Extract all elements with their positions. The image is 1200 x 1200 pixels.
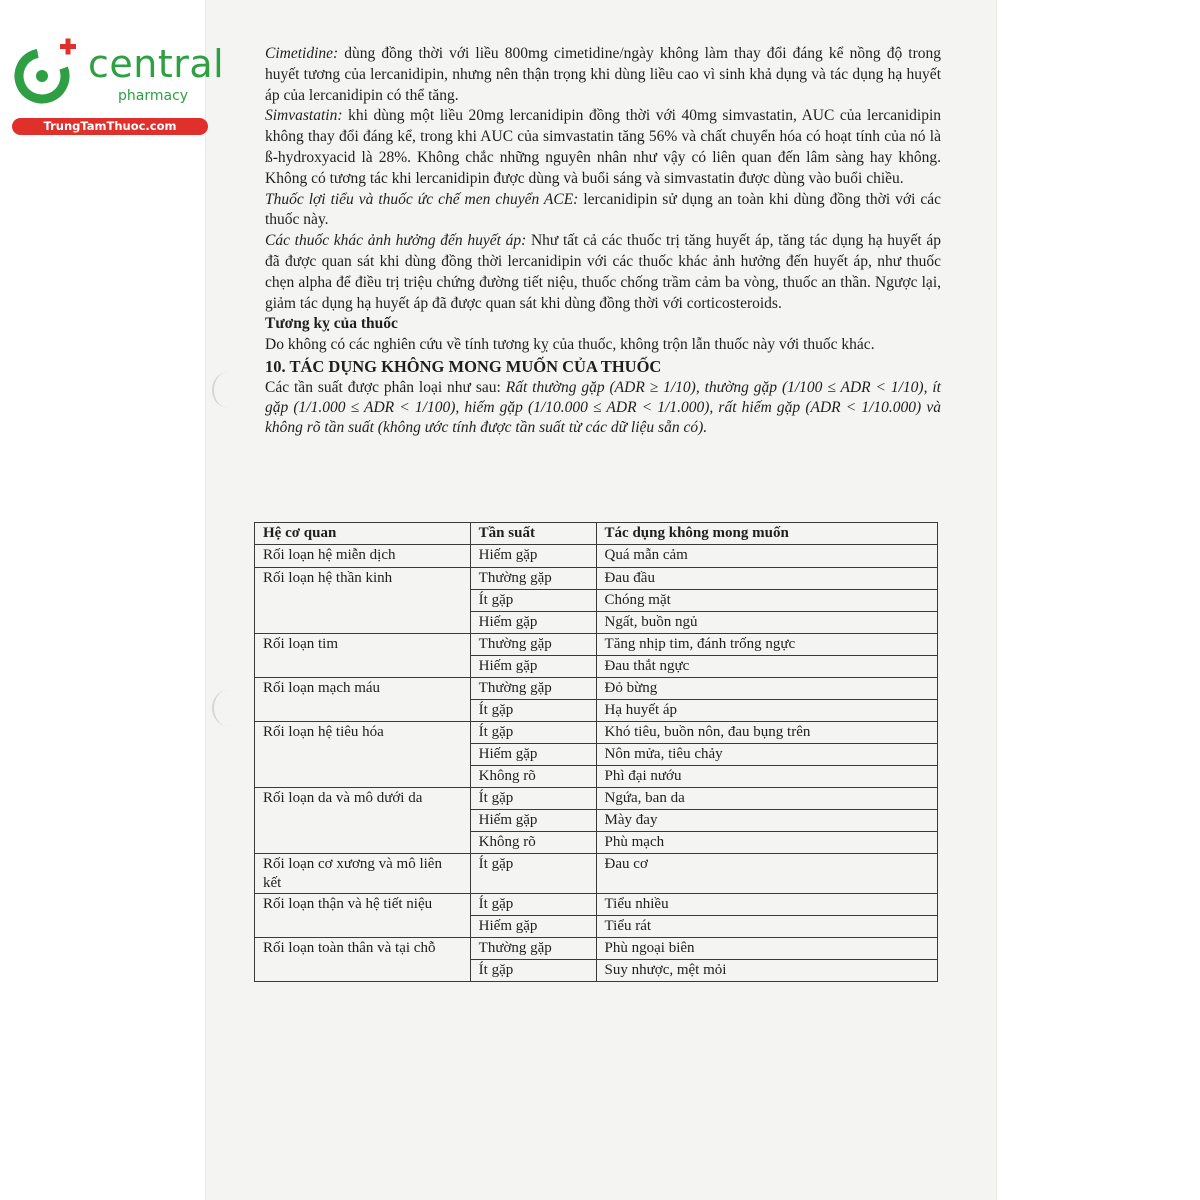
frequency-cell: Thường gặp xyxy=(470,938,596,960)
organ-system-cell: Rối loạn thận và hệ tiết niệu xyxy=(255,894,471,938)
header-frequency: Tần suất xyxy=(470,523,596,545)
adverse-effect-cell: Đỏ bừng xyxy=(596,678,937,700)
adverse-reactions-table xyxy=(254,522,938,982)
table-row xyxy=(255,678,938,700)
interaction-text: Như tất cả các thuốc trị tăng huyết áp, tăng tác dụng hạ huyết áp đã được quan sát khi dùng đồng thời lercanidipin với các thuốc khác ảnh hưởng đến huyết áp, như thuốc chẹn alpha để điều trị triệu chứng đường tiết niệu, thuốc chống trầm cảm ba vòng, thuốc an thần. Ngược lại, giảm tác dụng hạ huyết áp đã được quan sát khi dùng đồng thời với corticosteroids. xyxy=(265,232,941,312)
frequency-cell: Hiếm gặp xyxy=(470,656,596,678)
interaction-paragraph xyxy=(265,231,941,314)
adverse-effect-cell: Suy nhược, mệt mỏi xyxy=(596,960,937,982)
adverse-effect-cell: Mày đay xyxy=(596,810,937,832)
frequency-cell: Hiếm gặp xyxy=(470,916,596,938)
adverse-effect-cell: Chóng mặt xyxy=(596,590,937,612)
organ-system-cell: Rối loạn tim xyxy=(255,634,471,678)
interaction-text: lercanidipin sử dụng an toàn khi dùng đồng thời với các thuốc này. xyxy=(265,190,941,229)
interaction-term: Các thuốc khác ảnh hưởng đến huyết áp: xyxy=(265,232,527,250)
punch-hole-mark xyxy=(212,690,244,726)
pharmacy-logo xyxy=(10,38,225,138)
organ-system-cell: Rối loạn mạch máu xyxy=(255,678,471,722)
interaction-paragraph xyxy=(265,106,941,189)
incompatibility-heading: Tương kỵ của thuốc xyxy=(265,315,398,333)
adverse-effect-cell: Tăng nhịp tim, đánh trống ngực xyxy=(596,634,937,656)
adverse-effect-cell: Phù mạch xyxy=(596,832,937,854)
interaction-paragraph xyxy=(265,190,941,232)
frequency-cell: Thường gặp xyxy=(470,568,596,590)
logo-url-banner: TrungTamThuoc.com xyxy=(12,118,208,135)
punch-hole-mark xyxy=(212,372,244,408)
frequency-cell: Hiếm gặp xyxy=(470,545,596,568)
section-heading: 10. TÁC DỤNG KHÔNG MONG MUỐN CỦA THUỐC xyxy=(265,356,662,376)
central-pharmacy-logo-icon xyxy=(10,38,82,110)
interaction-list xyxy=(265,44,941,314)
organ-system-cell: Rối loạn hệ thần kinh xyxy=(255,568,471,634)
table-header-row xyxy=(255,523,938,545)
adverse-effect-cell: Ngất, buồn ngủ xyxy=(596,612,937,634)
adverse-effect-cell: Đau thắt ngực xyxy=(596,656,937,678)
interaction-text: dùng đồng thời với liều 800mg cimetidine/ngày không làm thay đổi đáng kể nồng độ trong huyết tương của lercanidipin, nhưng nên thận trọng khi dùng liều cao vì sinh khả dụng và tác dụng hạ huyết áp của lercanidipin có thể tăng. xyxy=(265,45,942,104)
organ-system-cell: Rối loạn da và mô dưới da xyxy=(255,788,471,854)
frequency-cell: Hiếm gặp xyxy=(470,810,596,832)
header-organ-system: Hệ cơ quan xyxy=(255,523,471,545)
table-row xyxy=(255,545,938,568)
organ-system-cell: Rối loạn hệ miễn dịch xyxy=(255,545,471,568)
frequency-cell: Ít gặp xyxy=(470,960,596,982)
adverse-effect-cell: Ngứa, ban da xyxy=(596,788,937,810)
frequency-cell: Ít gặp xyxy=(470,894,596,916)
table-row xyxy=(255,788,938,810)
frequency-cell: Không rõ xyxy=(470,832,596,854)
adverse-effect-cell: Phù ngoại biên xyxy=(596,938,937,960)
table-row xyxy=(255,634,938,656)
frequency-cell: Ít gặp xyxy=(470,854,596,894)
interaction-term: Thuốc lợi tiểu và thuốc ức chế men chuyển ACE: xyxy=(265,190,579,208)
frequency-definitions: Rất thường gặp (ADR ≥ 1/10), thường gặp (1/100 ≤ ADR < 1/10), ít gặp (1/1.000 ≤ ADR < 1/100), hiếm gặp (1/10.000 ≤ ADR < 1/1.000), rất hiếm gặp (ADR < 1/10.000) và không rõ tần suất (không ước tính được tần suất từ các dữ liệu sẵn có). xyxy=(265,378,941,436)
adverse-effect-cell: Khó tiêu, buồn nôn, đau bụng trên xyxy=(596,722,937,744)
table-row xyxy=(255,854,938,894)
adverse-effect-cell: Nôn mửa, tiêu chảy xyxy=(596,744,937,766)
interaction-term: Cimetidine: xyxy=(265,45,339,62)
frequency-cell: Ít gặp xyxy=(470,590,596,612)
logo-name: central xyxy=(88,42,225,86)
document-body xyxy=(265,44,941,438)
frequency-cell: Ít gặp xyxy=(470,788,596,810)
frequency-cell: Ít gặp xyxy=(470,722,596,744)
incompatibility-text: Do không có các nghiên cứu về tính tương kỵ của thuốc, không trộn lẫn thuốc này với thuốc khác. xyxy=(265,336,875,354)
logo-subtitle: pharmacy xyxy=(118,88,189,104)
frequency-cell: Ít gặp xyxy=(470,700,596,722)
adverse-effect-cell: Hạ huyết áp xyxy=(596,700,937,722)
header-adverse-effect: Tác dụng không mong muốn xyxy=(596,523,937,545)
frequency-cell: Thường gặp xyxy=(470,634,596,656)
frequency-cell: Hiếm gặp xyxy=(470,744,596,766)
frequency-intro xyxy=(265,378,941,438)
organ-system-cell: Rối loạn hệ tiêu hóa xyxy=(255,722,471,788)
frequency-cell: Không rõ xyxy=(470,766,596,788)
interaction-term: Simvastatin: xyxy=(265,107,343,125)
interaction-paragraph xyxy=(265,44,941,106)
adverse-effect-cell: Tiểu rát xyxy=(596,916,937,938)
organ-system-cell: Rối loạn cơ xương và mô liên kết xyxy=(255,854,471,894)
adverse-effect-cell: Quá mẫn cảm xyxy=(596,545,937,568)
table-row xyxy=(255,894,938,916)
interaction-text: khi dùng một liều 20mg lercanidipin đồng thời với 40mg simvastatin, AUC của lercanidipin không thay đổi đáng kể, trong khi AUC của simvastatin tăng 56% và chất chuyển hóa có hoạt tính của nó là ß-hydroxyacid là 28%. Không chắc những nguyên nhân như vậy có liên quan đến lâm sàng hay không. Không có tương tác khi lercanidipin được dùng và buổi sáng và simvastatin được dùng vào buổi chiều. xyxy=(265,107,942,187)
adverse-effect-cell: Tiểu nhiều xyxy=(596,894,937,916)
frequency-cell: Thường gặp xyxy=(470,678,596,700)
table-body xyxy=(255,545,938,982)
adverse-effect-cell: Phì đại nướu xyxy=(596,766,937,788)
adverse-effect-cell: Đau đầu xyxy=(596,568,937,590)
adverse-effect-cell: Đau cơ xyxy=(596,854,937,894)
organ-system-cell: Rối loạn toàn thân và tại chỗ xyxy=(255,938,471,982)
frequency-intro-lead: Các tần suất được phân loại như sau: xyxy=(265,378,506,396)
table-row xyxy=(255,938,938,960)
table-row xyxy=(255,568,938,590)
table-row xyxy=(255,722,938,744)
frequency-cell: Hiếm gặp xyxy=(470,612,596,634)
